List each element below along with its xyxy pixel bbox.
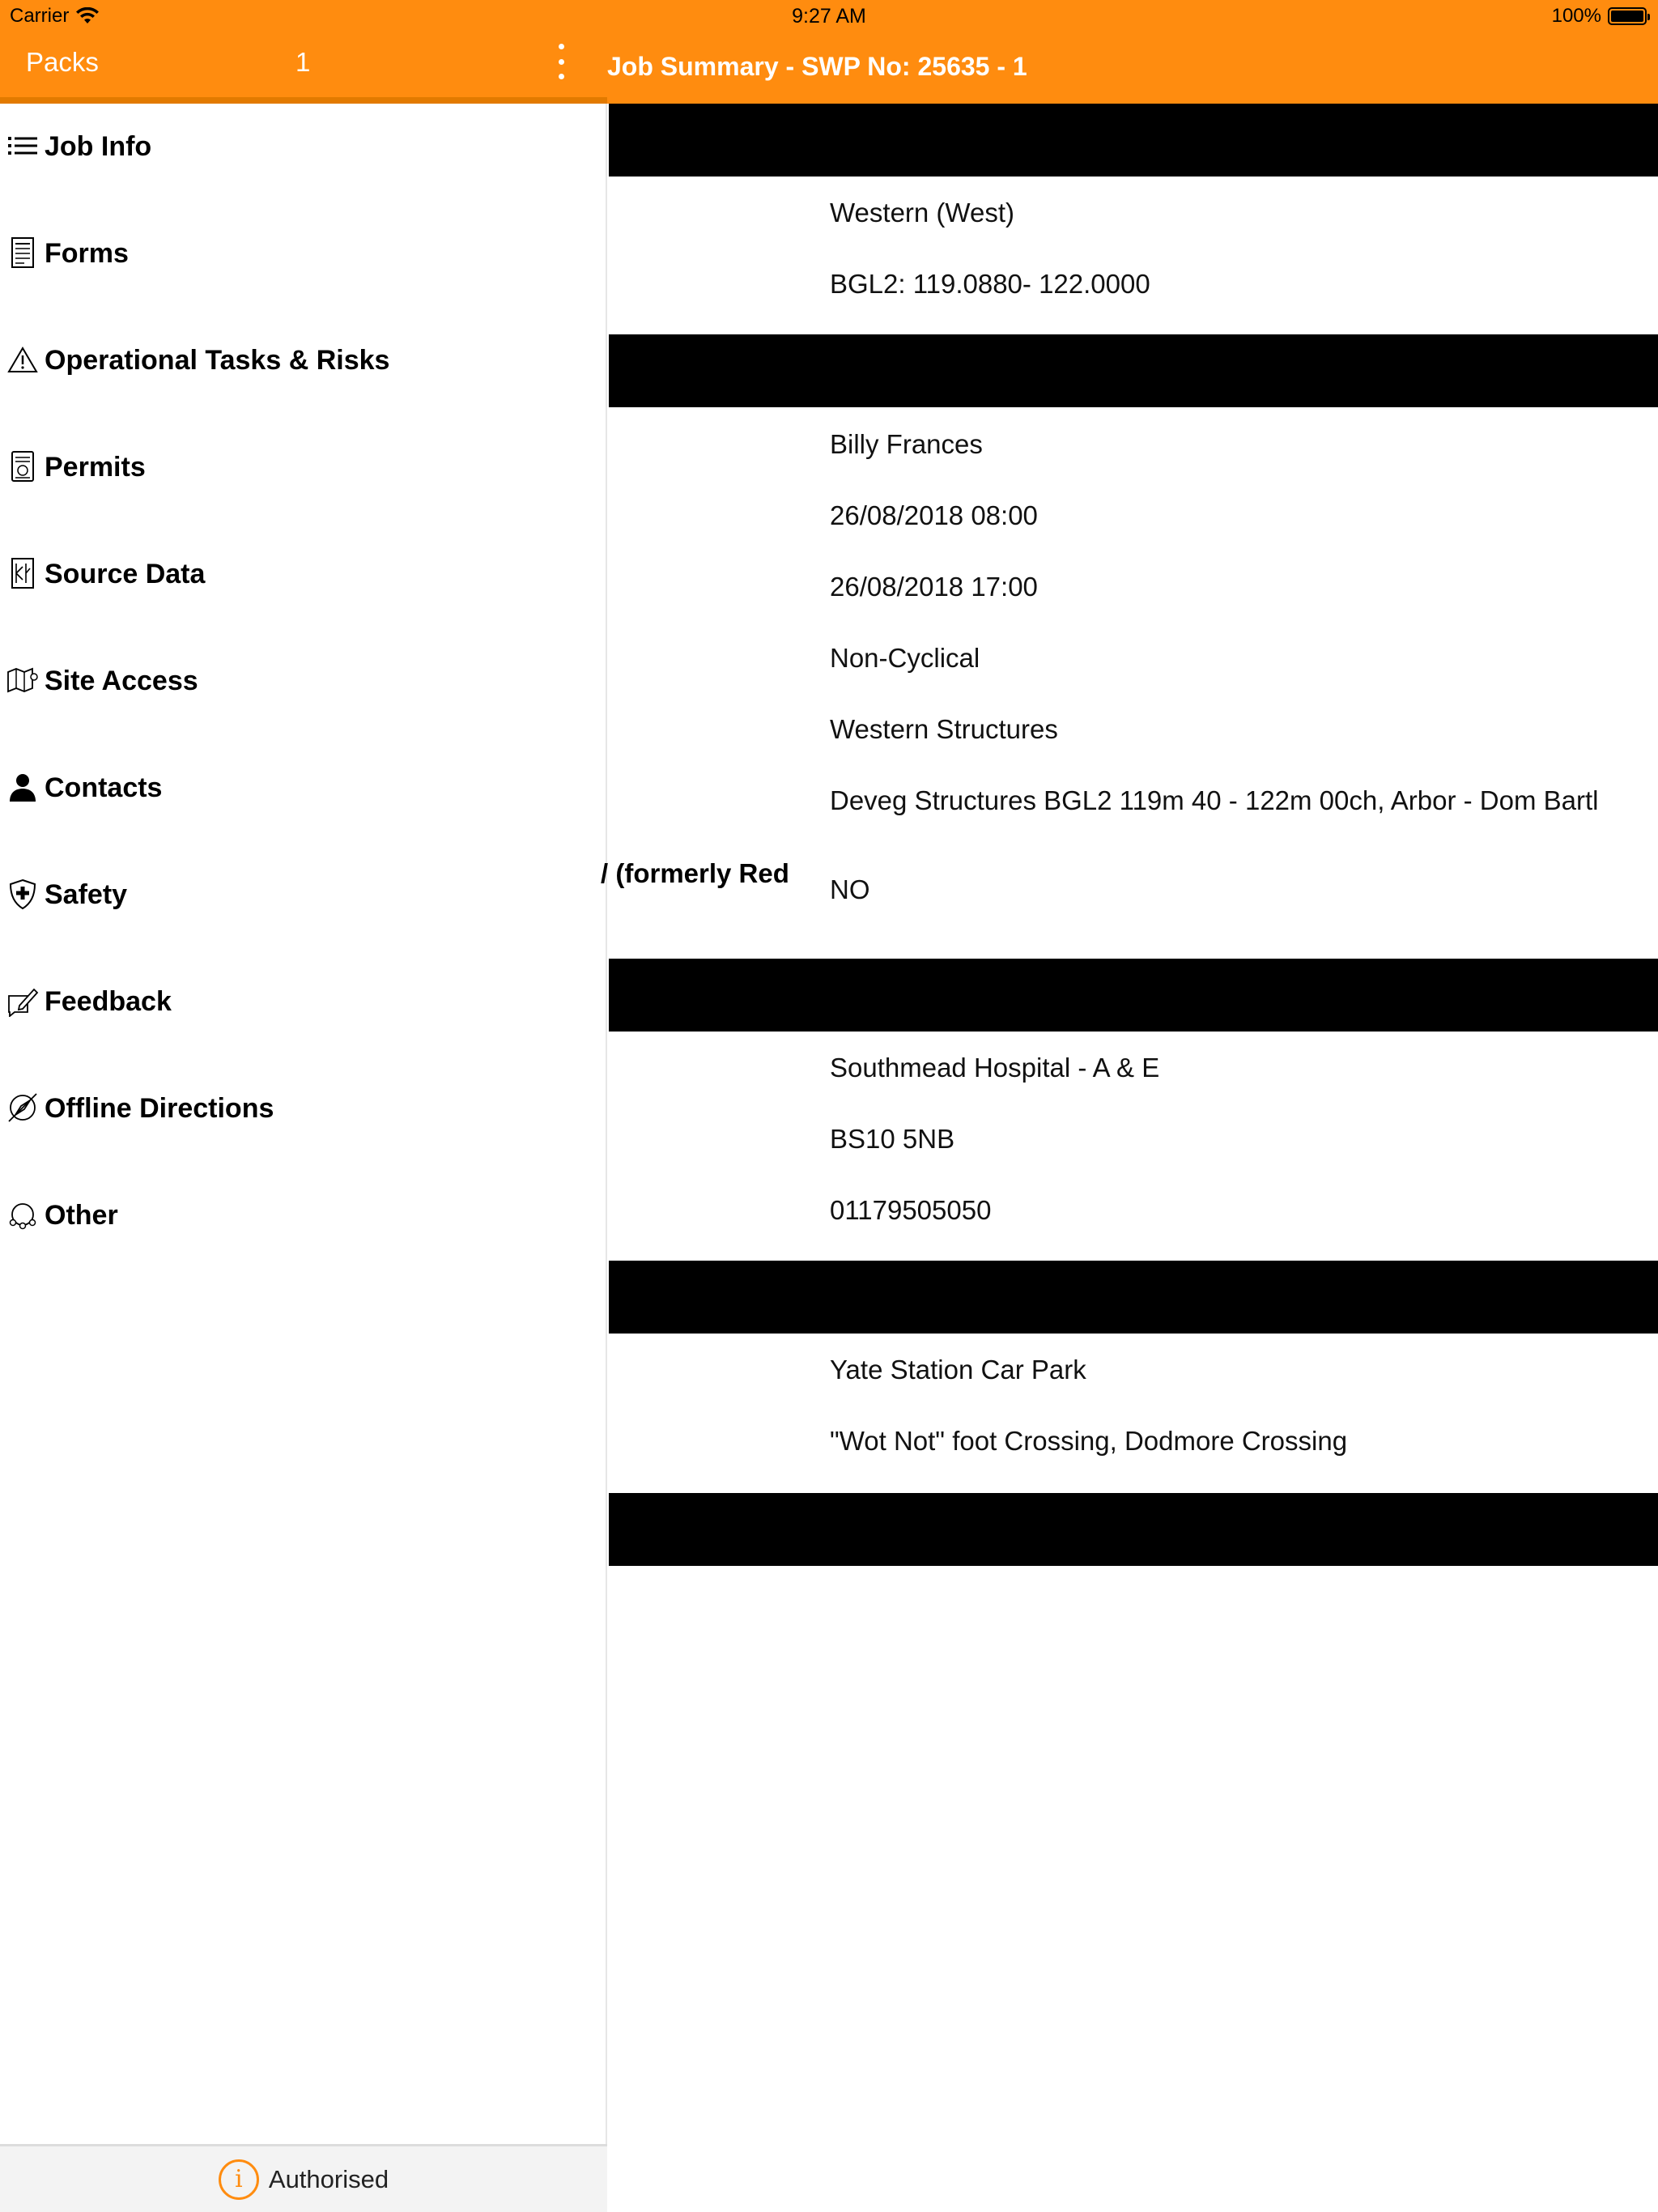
section-header-bar [609,334,1658,407]
sidebar-item-job-info[interactable] [0,113,606,220]
status-bar [0,0,1658,32]
section-header-bar [609,1493,1658,1566]
job-summary-content [601,104,1658,2212]
sidebar-item-feedback[interactable] [0,968,606,1075]
field-value: NO [830,874,870,904]
field-value: BGL2: 119.0880- 122.0000 [830,269,1150,299]
sidebar-item-label: Job Info [45,131,152,162]
sidebar-item-site-access[interactable] [0,648,606,755]
field-value: 26/08/2018 08:00 [830,500,1038,530]
sidebar-item-operational-tasks-risks[interactable] [0,327,606,434]
field-value: 26/08/2018 17:00 [830,572,1038,602]
section-header-bar [609,104,1658,177]
list-icon [6,130,39,162]
field-value: Western Structures [830,714,1058,744]
other-icon [6,1198,39,1231]
sidebar [0,104,607,2212]
sidebar-item-label: Forms [45,238,129,269]
packs-header [0,32,607,97]
battery-percent: 100% [1551,5,1601,27]
status-footer [0,2144,607,2212]
sidebar-item-label: Source Data [45,559,206,589]
sidebar-item-label: Contacts [45,772,163,803]
field-value: Billy Frances [830,429,983,459]
feedback-icon [6,985,39,1017]
sidebar-item-label: Operational Tasks & Risks [45,345,390,376]
source-data-icon [6,557,39,589]
field-value: Western (West) [830,198,1014,228]
sidebar-item-label: Other [45,1200,118,1231]
battery-icon [1608,7,1647,25]
page-title: Job Summary - SWP No: 25635 - 1 [607,52,1027,81]
section-header-bar [609,1261,1658,1334]
person-icon [6,771,39,803]
sidebar-item-contacts[interactable] [0,755,606,861]
sidebar-item-label: Feedback [45,986,172,1017]
compass-icon [6,1091,39,1124]
sidebar-item-label: Safety [45,879,128,910]
more-options-icon[interactable] [551,44,572,79]
sidebar-item-permits[interactable] [0,434,606,541]
sidebar-item-label: Site Access [45,666,198,696]
form-icon [6,236,39,269]
field-value: "Wot Not" foot Crossing, Dodmore Crossing [830,1426,1348,1456]
sidebar-item-label: Offline Directions [45,1093,274,1124]
sidebar-item-label: Permits [45,452,146,483]
warning-icon [6,343,39,376]
packs-title[interactable]: Packs [26,47,99,77]
field-label: / (formerly Red [601,858,789,888]
sidebar-item-forms[interactable] [0,220,606,327]
sidebar-item-source-data[interactable] [0,541,606,648]
shield-icon [6,878,39,910]
sidebar-item-safety[interactable] [0,861,606,968]
packs-count: 1 [295,47,311,77]
field-value: BS10 5NB [830,1124,955,1154]
map-icon [6,664,39,696]
sidebar-item-offline-directions[interactable] [0,1075,606,1182]
info-icon[interactable]: i [219,2159,259,2200]
permit-icon [6,450,39,483]
field-value: Southmead Hospital - A & E [830,1053,1160,1083]
sidebar-item-other[interactable] [0,1182,606,1289]
status-time: 9:27 AM [792,5,866,28]
field-value: 01179505050 [830,1195,992,1225]
top-bar [0,0,1658,104]
field-value: Yate Station Car Park [830,1355,1086,1385]
header-divider [0,97,607,104]
section-header-bar [609,959,1658,1032]
field-value: Deveg Structures BGL2 119m 40 - 122m 00ch, Arbor - Dom Bartl [830,785,1599,815]
authorised-label: Authorised [268,2164,389,2193]
field-value: Non-Cyclical [830,643,980,673]
carrier-label: Carrier [10,5,70,27]
